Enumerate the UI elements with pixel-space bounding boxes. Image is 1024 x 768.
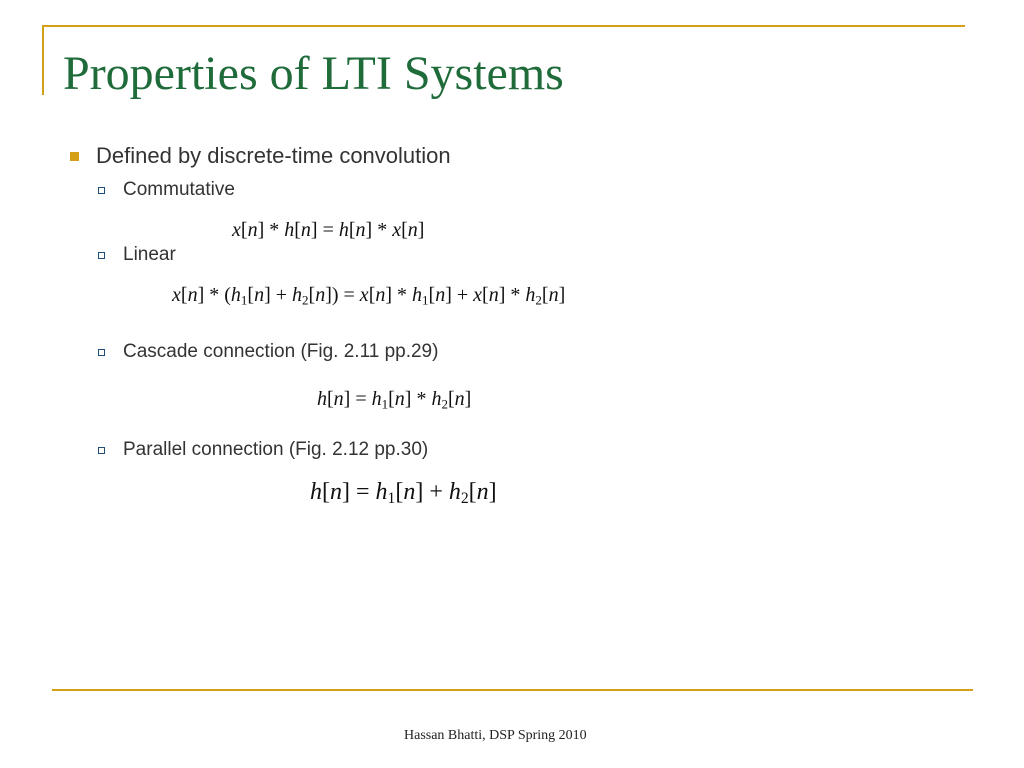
equation-cascade: $h[n] = h_1[n] * h_2[n]$ xyxy=(317,388,472,412)
hollow-square-bullet-icon xyxy=(98,349,105,356)
equation-commutative: x[n] * h[n] = h[n] * x[n] xyxy=(232,219,425,241)
footer-text: Hassan Bhatti, DSP Spring 2010 xyxy=(404,728,587,743)
equation-parallel: $h[n] = h_1[n] + h_2[n]$ xyxy=(310,479,497,507)
sub-item-commutative: Commutative xyxy=(123,179,235,200)
top-accent-rule xyxy=(42,25,965,27)
sub-item-cascade: Cascade connection (Fig. 2.11 pp.29) xyxy=(123,341,439,362)
hollow-square-bullet-icon xyxy=(98,252,105,259)
equation-linear: $x[n] * (h_1[n] + h_2[n]) = x[n] * h_1[n] + x[n] * h_2[n]$ xyxy=(172,284,566,308)
hollow-square-bullet-icon xyxy=(98,187,105,194)
main-bullet-text: Defined by discrete-time convolution xyxy=(96,143,451,168)
left-accent-rule xyxy=(42,25,44,95)
square-bullet-icon xyxy=(70,152,79,161)
slide-title: Properties of LTI Systems xyxy=(63,47,564,100)
hollow-square-bullet-icon xyxy=(98,447,105,454)
sub-item-parallel: Parallel connection (Fig. 2.12 pp.30) xyxy=(123,439,429,460)
footer-rule xyxy=(52,689,973,691)
sub-item-linear: Linear xyxy=(123,244,176,265)
